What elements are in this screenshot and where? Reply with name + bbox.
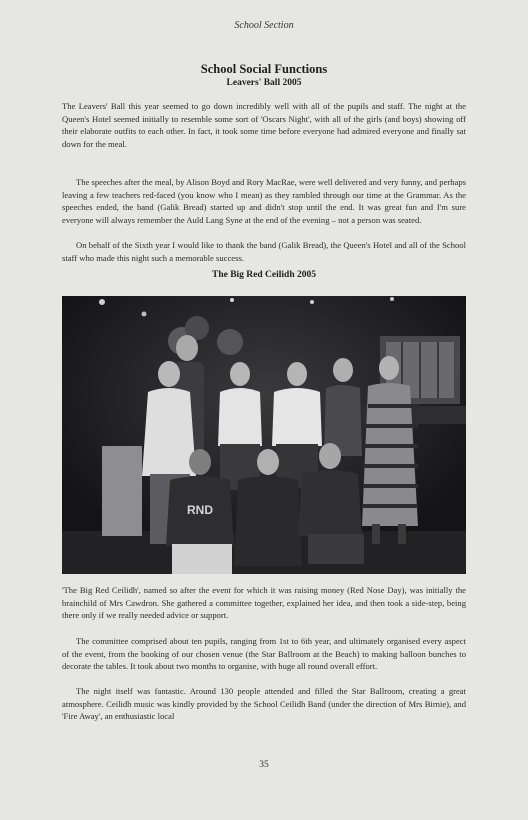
paragraph-1: The Leavers' Ball this year seemed to go down incredibly well with all of the pupils and staff. The night at the Queen's Hotel seemed initially to resemble some sort of 'Oscars Night', with all of the girls (and boys) showing off their elaborate outfits to each other. In fact, it took some time before everyone had admired everyone and finally sat down for the meal. (62, 101, 466, 149)
paragraph-2: The speeches after the meal, by Alison Boyd and Rory MacRae, were well delivered and very funny, and perhaps leaving a few teachers red-faced (you know who I mean) as they rambled through our time at the Grammar. As the speeches ended, the band (Galik Bread) started up and didn't stop until the end. It was great fun and I'm sure everyone will always remember the Auld Lang Syne at the end of the evening – not a person was seated. (62, 177, 466, 225)
paragraph-4: 'The Big Red Ceilidh', named so after the event for which it was raising money (Red Nose Day), was initially the brainchild of Mrs Cawdron. She gathered a committee together, explained her idea, and then took a side-step, being there only if we really needed advice or support. (62, 585, 466, 621)
page-number: 35 (259, 760, 269, 770)
group-photo (62, 296, 466, 574)
section-subtitle: Leavers' Ball 2005 (226, 78, 302, 88)
shirt-print-text: RND (187, 503, 213, 517)
paragraph-5: The committee comprised about ten pupils, ranging from 1st to 6th year, and ultimately organised every aspect of the event, from the booking of our chosen venue (the Star Ballroom at the Beach) to making balloon bunches to decorate the tables. It took about two months to organise, with huge all round overall effort. (62, 636, 466, 672)
photo-heading: The Big Red Ceilidh 2005 (212, 270, 316, 280)
paragraph-3: On behalf of the Sixth year I would like to thank the band (Galik Bread), the Queen's Hotel and all of the School staff who made this night such a memorable success. (62, 240, 466, 263)
paragraph-6: The night itself was fantastic. Around 130 people attended and filled the Star Ballroom, creating a great atmosphere. Ceilidh music was kindly provided by the School Ceilidh Band (under the direction of Mrs Birnie), and 'Fire Away', an enthusiastic local (62, 686, 466, 722)
page-title: School Social Functions (200, 62, 328, 76)
running-head: School Section (234, 20, 294, 31)
